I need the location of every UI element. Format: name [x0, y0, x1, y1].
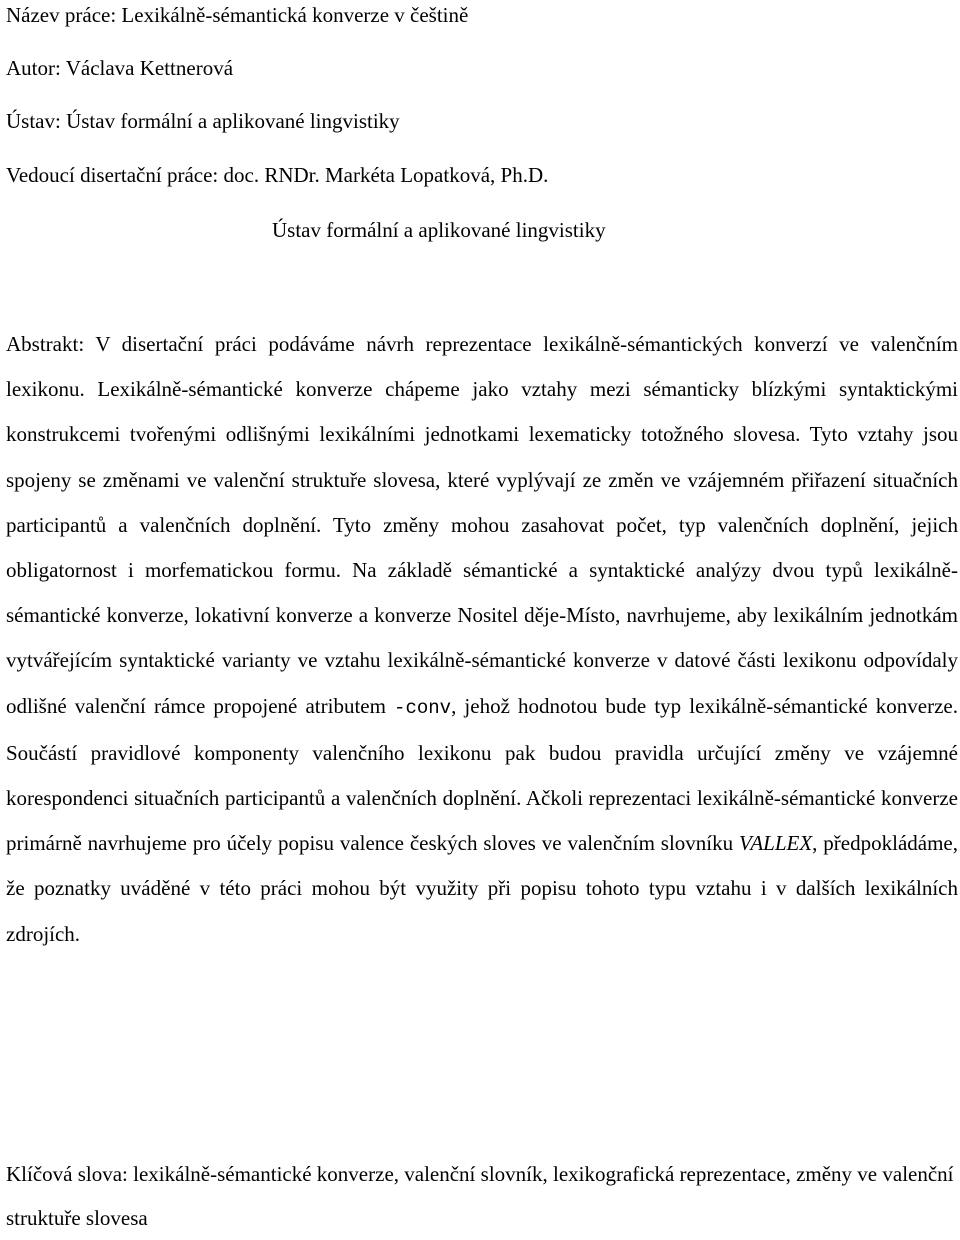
- supervisor-value: doc. RNDr. Markéta Lopatková, Ph.D.: [223, 163, 549, 187]
- abstract-text-part-2: , jehož hodnotou bude typ lexikálně-sémantické konverze. Součástí pravidlové komponenty valenčního lexikonu pak budou pravidla určující změny ve vzájemné korespondenci situačních participantů a valenčních doplnění. Ačkoli reprezentaci lexikálně-sémantické konverze primárně navrhujeme pro účely popisu valence českých sloves ve valenčním slovníku: [6, 693, 959, 856]
- abstract-paragraph: [6, 322, 958, 957]
- abstract-text-part-1: V disertační práci podáváme návrh reprezentace lexikálně-sémantických konverzí ve valenčním lexikonu. Lexikálně-sémantické konverze chápeme jako vztahy mezi sémanticky blízkými syntaktickými konstrukcemi tvořenými odlišnými lexikálními jednotkami lexematicky totožného slovesa. Tyto vztahy jsou spojeny se změnami ve valenční struktuře slovesa, které vyplývají ze změn ve vzájemném přiřazení situačních participantů a valenčních doplnění. Tyto změny mohou zasahovat počet, typ valenčních doplnění, jejich obligatornost i morfematickou formu. Na základě sémantické a syntaktické analýzy dvou typů lexikálně-sémantické konverze, lokativní konverze a konverze Nositel děje-Místo, navrhujeme, aby lexikálním jednotkám vytvářejícím syntaktické varianty ve vztahu lexikálně-sémantické konverze v datové části lexikonu odpovídaly odlišné valenční rámce propojené atributem: [6, 332, 958, 718]
- thesis-title-value: Lexikálně-sémantická konverze v češtině: [121, 3, 469, 27]
- keywords-value: lexikálně-sémantické konverze, valenční slovník, lexikografická reprezentace, změny ve valenční struktuře slovesa: [6, 1162, 954, 1230]
- abstract-label: Abstrakt:: [6, 332, 85, 356]
- thesis-title-line: [6, 0, 468, 44]
- author-line: [6, 53, 233, 97]
- lexicon-name: VALLEX: [739, 831, 813, 856]
- supervisor-line: [6, 160, 548, 204]
- conv-attribute: -conv: [394, 696, 452, 719]
- supervisor-institute-line: [272, 215, 606, 259]
- author-label: Autor:: [6, 56, 61, 80]
- supervisor-label: Vedoucí disertační práce:: [6, 163, 219, 187]
- keywords-label: Klíčová slova:: [6, 1162, 128, 1186]
- keywords-paragraph: [6, 1152, 958, 1240]
- institute-label: Ústav:: [6, 109, 61, 133]
- abstract-text-part-3: , předpokládáme, že poznatky uváděné v této práci mohou být využity při popisu tohoto typu vztahu i v dalších lexikálních zdrojích.: [6, 831, 959, 946]
- thesis-title-label: Název práce:: [6, 3, 117, 27]
- author-value: Václava Kettnerová: [65, 56, 234, 80]
- institute-value: Ústav formální a aplikované lingvistiky: [66, 109, 400, 133]
- supervisor-institute: Ústav formální a aplikované lingvistiky: [272, 218, 606, 242]
- institute-line: [6, 106, 400, 150]
